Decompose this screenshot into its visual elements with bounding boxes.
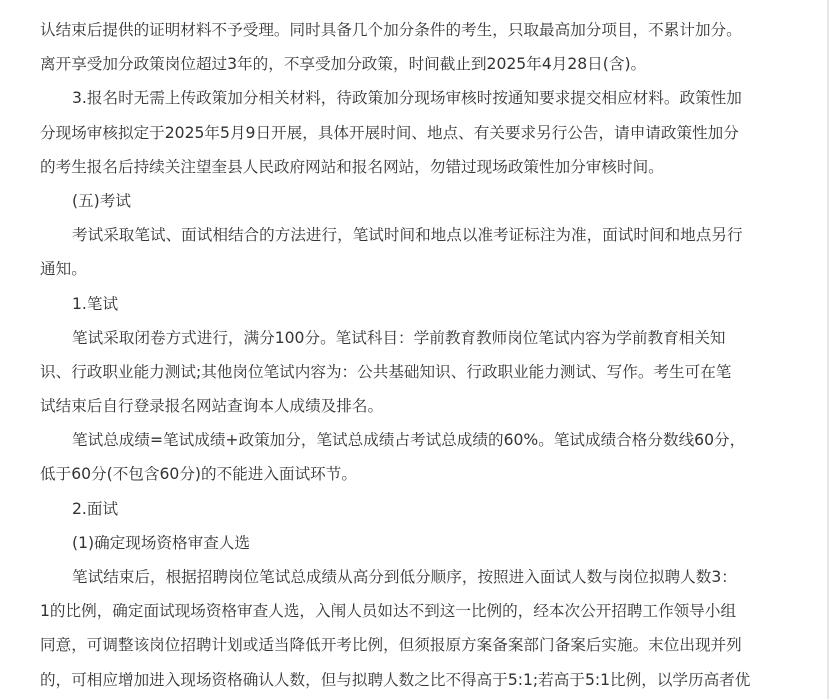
paragraph-line: 1的比例，确定面试现场资格审查人选，入闱人员如达不到这一比例的，经本次公开招聘工作领导小组	[40, 602, 737, 621]
paragraph-line: 3.报名时无需上传政策加分相关材料，待政策加分现场审核时按通知要求提交相应材料。政策性加	[72, 89, 742, 108]
paragraph-line: 通知。	[40, 260, 87, 279]
paragraph-line: 考试采取笔试、面试相结合的方法进行，笔试时间和地点以准考证标注为准，面试时间和地点另行	[72, 226, 743, 245]
article-body	[40, 13, 780, 697]
paragraph-line: 离开享受加分政策岗位超过3年的，不享受加分政策，时间截止到2025年4月28日(含)。	[40, 55, 647, 74]
paragraph-line: 的考生报名后持续关注望奎县人民政府网站和报名网站，勿错过现场政策性加分审核时间。	[40, 157, 664, 176]
subsection-heading: 2.面试	[72, 499, 119, 518]
subsection-heading: 1.笔试	[72, 294, 119, 313]
paragraph-line: 试结束后自行登录报名网站查询本人成绩及排名。	[40, 397, 384, 416]
paragraph-line: 同意，可调整该岗位招聘计划或适当降低开考比例，但须报原方案备案部门备案后实施。末位出现并列	[40, 636, 742, 655]
paragraph-line: 识、行政职业能力测试;其他岗位笔试内容为：公共基础知识、行政职业能力测试、写作。考生可在笔	[40, 362, 732, 381]
paragraph-line: 低于60分(不包含60分)的不能进入面试环节。	[40, 465, 357, 484]
paragraph-line: 笔试采取闭卷方式进行，满分100分。笔试科目：学前教育教师岗位笔试内容为学前教育相关知	[72, 328, 726, 347]
paragraph-line: 笔试结束后，根据招聘岗位笔试总成绩从高分到低分顺序，按照进入面试人数与岗位拟聘人数3：	[72, 568, 737, 586]
paragraph-line: 认结束后提供的证明材料不予受理。同时具备几个加分条件的考生，只取最高加分项目，不累计加分。	[40, 21, 742, 39]
section-heading: (五)考试	[72, 191, 131, 210]
paragraph-line: 的，可相应增加进入现场资格确认人数，但与拟聘人数之比不得高于5:1;若高于5:1比例，以学历高者优	[40, 670, 751, 689]
paragraph-line: 分现场审核拟定于2025年5月9日开展，具体开展时间、地点、有关要求另行公告，请申请政策性加分	[40, 123, 739, 142]
paragraph-line: 笔试总成绩=笔试成绩+政策加分，笔试总成绩占考试总成绩的60%。笔试成绩合格分数线60分，	[72, 431, 746, 450]
subsection-heading: (1)确定现场资格审查人选	[72, 533, 251, 552]
